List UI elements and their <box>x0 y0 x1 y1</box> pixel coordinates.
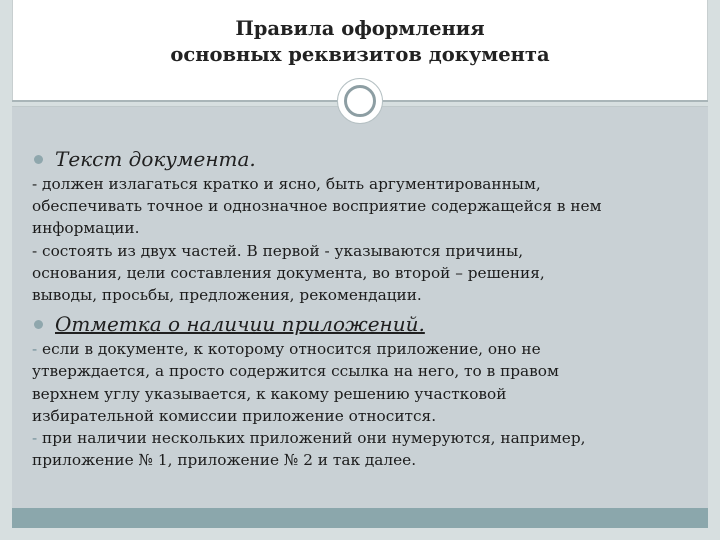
bullet-icon <box>34 320 43 329</box>
section-heading-text: Отметка о наличии приложений. <box>55 312 425 337</box>
dash-marker: - <box>32 340 38 359</box>
paragraph-line-text: при наличии нескольких приложений они нумеруются, например, <box>42 429 586 448</box>
section-paragraph <box>32 338 692 471</box>
paragraph-line <box>32 427 692 449</box>
paragraph-line: - должен излагаться кратко и ясно, быть аргументированным, <box>32 175 541 193</box>
paragraph-line: информации. <box>32 219 140 238</box>
circle-ornament-icon <box>337 78 383 124</box>
section-heading <box>32 310 692 338</box>
paragraph-line <box>32 338 692 360</box>
section-heading <box>32 145 692 173</box>
bullet-icon <box>34 155 43 164</box>
paragraph-line-text: если в документе, к которому относится приложение, оно не <box>42 340 541 359</box>
paragraph-line: основания, цели составления документа, во второй – решения, <box>32 263 545 282</box>
body-text <box>32 145 692 471</box>
paragraph-line: верхнем углу указывается, к какому решению участковой <box>32 384 507 403</box>
slide-title <box>13 16 707 68</box>
paragraph-line: обеспечивать точное и однозначное восприятие содержащейся в нем <box>32 197 602 216</box>
paragraph-line: избирательной комиссии приложение относится. <box>32 406 437 425</box>
paragraph-line: приложение № 1, приложение № 2 и так далее. <box>32 451 417 470</box>
paragraph-line: выводы, просьбы, предложения, рекомендации. <box>32 286 422 305</box>
paragraph-line: утверждается, а просто содержится ссылка на него, то в правом <box>32 362 559 381</box>
section-heading-text: Текст документа. <box>55 147 256 171</box>
section-paragraph <box>32 173 692 306</box>
title-line-2: основных реквизитов документа <box>170 43 550 66</box>
circle-ornament-inner <box>344 85 376 117</box>
dash-marker: - <box>32 429 38 448</box>
footer-bar <box>12 508 708 528</box>
title-line-1: Правила оформления <box>235 17 485 40</box>
paragraph-line: - состоять из двух частей. В первой - указываются причины, <box>32 241 524 260</box>
